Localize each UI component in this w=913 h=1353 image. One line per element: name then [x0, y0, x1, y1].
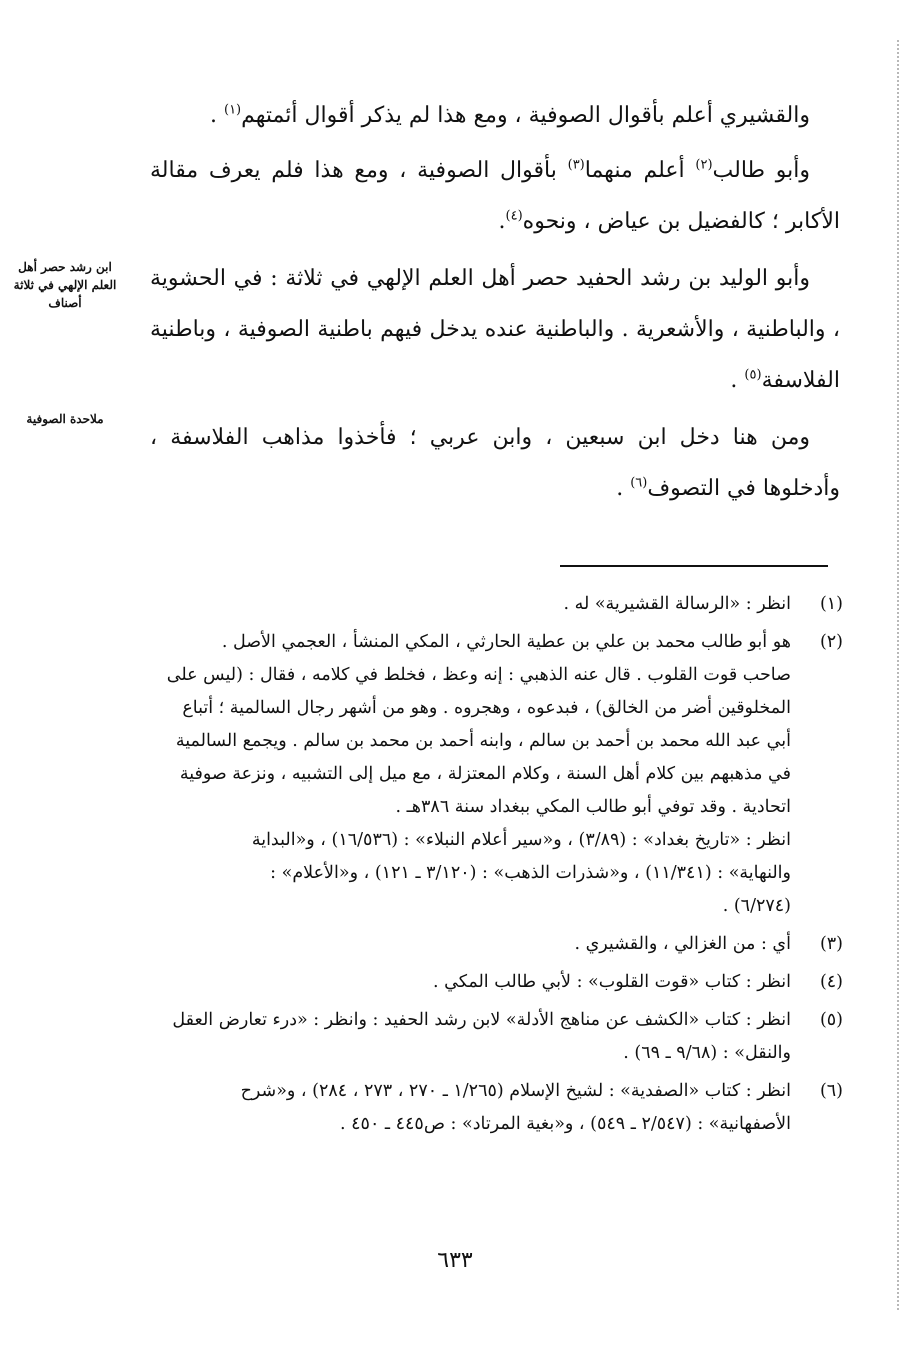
footnote-6	[138, 1075, 843, 1141]
footnote-line: (٦/٢٧٤) .	[722, 896, 791, 916]
paragraph-4-tail: .	[616, 476, 631, 501]
page-edge-dots	[897, 40, 899, 1310]
footnote-ref-5[interactable]: (٥)	[744, 367, 762, 383]
footnote-4	[138, 966, 843, 999]
footnote-1	[138, 588, 843, 621]
paragraph-3-tail: .	[730, 368, 745, 393]
footnotes	[138, 588, 843, 1146]
footnote-number: (٦)	[819, 1081, 843, 1101]
paragraph-2-text-a: وأبو طالب	[712, 158, 810, 183]
footnote-line: انظر : كتاب «قوت القلوب» : لأبي طالب المكي .	[432, 972, 791, 992]
paragraph-2-text-c: بأقوال الصوفية ، ومع هذا فلم يعرف مقالة الأكابر ؛ كالفضيل بن عياض ، ونحوه	[150, 158, 840, 234]
paragraph-4	[150, 412, 840, 514]
paragraph-2	[150, 145, 840, 247]
margin-note-sufi-heretics: ملاحدة الصوفية	[26, 412, 104, 426]
footnote-number: (٣)	[819, 934, 843, 954]
main-text	[150, 90, 840, 514]
footnote-5	[138, 1004, 843, 1070]
footnote-line: والنهاية» : (١١/٣٤١) ، و«شذرات الذهب» : (٣/١٢٠ ـ ١٢١) ، و«الأعلام» :	[270, 863, 791, 883]
paragraph-2-tail: .	[498, 209, 506, 234]
paragraph-4-text: ومن هنا دخل ابن سبعين ، وابن عربي ؛ فأخذوا مذاهب الفلاسفة ، وأدخلوها في التصوف	[150, 425, 840, 501]
paragraph-1-tail: .	[209, 103, 224, 128]
footnote-line: المخلوقين أضر من الخالق) ، فبدعوه ، وهجروه . وهو من أشهر رجال السالمية ؛ أتباع	[182, 698, 791, 718]
footnote-3	[138, 928, 843, 961]
footnote-line: الأصفهانية» : (٢/٥٤٧ ـ ٥٤٩) ، و«بغية المرتاد» : ص٤٤٥ ـ ٤٥٠ .	[340, 1114, 791, 1134]
paragraph-3-text: وأبو الوليد بن رشد الحفيد حصر أهل العلم الإلهي في ثلاثة : في الحشوية ، والباطنية ، والأشعرية . والباطنية عنده يدخل فيهم باطنية الصوفية ، وباطنية الفلاسفة	[150, 266, 840, 393]
page-number: ٦٣٣	[437, 1248, 473, 1273]
paragraph-2-text-b: أعلم منهما	[584, 158, 696, 183]
paragraph-1-text: والقشيري أعلم بأقوال الصوفية ، ومع هذا لم يذكر أقوال أئمتهم	[241, 103, 810, 128]
footnote-line: انظر : «تاريخ بغداد» : (٣/٨٩) ، و«سير أعلام النبلاء» : (١٦/٥٣٦) ، و«البداية	[251, 830, 791, 850]
footnote-number: (٢)	[819, 632, 843, 652]
footnote-line: في مذهبهم بين كلام أهل السنة ، وكلام المعتزلة ، مع ميل إلى التشبيه ، ونزعة صوفية	[179, 764, 791, 784]
footnote-ref-1[interactable]: (١)	[223, 102, 242, 118]
footnote-ref-4[interactable]: (٤)	[505, 208, 523, 224]
footnote-line: أبي عبد الله محمد بن أحمد بن سالم ، وابنه أحمد بن محمد بن سالم . ويجمع السالمية	[175, 731, 791, 751]
footnote-line: انظر : كتاب «الصفدية» : لشيخ الإسلام (١/٢٦٥ ـ ٢٧٠ ، ٢٧٣ ، ٢٨٤) ، و«شرح	[240, 1081, 791, 1101]
footnote-divider	[560, 565, 828, 567]
footnote-line: اتحادية . وقد توفي أبو طالب المكي ببغداد سنة ٣٨٦هـ .	[395, 797, 791, 817]
footnote-line: أي : من الغزالي ، والقشيري .	[574, 934, 791, 954]
footnote-number: (٤)	[819, 972, 843, 992]
footnote-line: انظر : كتاب «الكشف عن مناهج الأدلة» لابن رشد الحفيد : وانظر : «درء تعارض العقل	[172, 1010, 791, 1030]
footnote-line: هو أبو طالب محمد بن علي بن عطية الحارثي ، المكي المنشأ ، العجمي الأصل .	[221, 632, 791, 652]
footnote-ref-6[interactable]: (٦)	[630, 475, 648, 491]
footnote-number: (٥)	[819, 1010, 843, 1030]
footnote-line: صاحب قوت القلوب . قال عنه الذهبي : إنه وعظ ، فخلط في كلامه ، فقال : (ليس على	[166, 665, 791, 685]
footnote-line: والنقل» : (٩/٦٨ ـ ٦٩) .	[623, 1043, 791, 1063]
footnote-2	[138, 626, 843, 923]
paragraph-1	[150, 90, 840, 141]
footnote-ref-3[interactable]: (٣)	[567, 157, 585, 173]
margin-note-ibn-rushd: ابن رشد حصر أهل العلم الإلهي في ثلاثة أصناف	[13, 260, 117, 310]
footnote-ref-2[interactable]: (٢)	[695, 157, 713, 173]
paragraph-3	[150, 253, 840, 406]
footnote-line: انظر : «الرسالة القشيرية» له .	[563, 594, 791, 614]
footnote-number: (١)	[819, 594, 843, 614]
